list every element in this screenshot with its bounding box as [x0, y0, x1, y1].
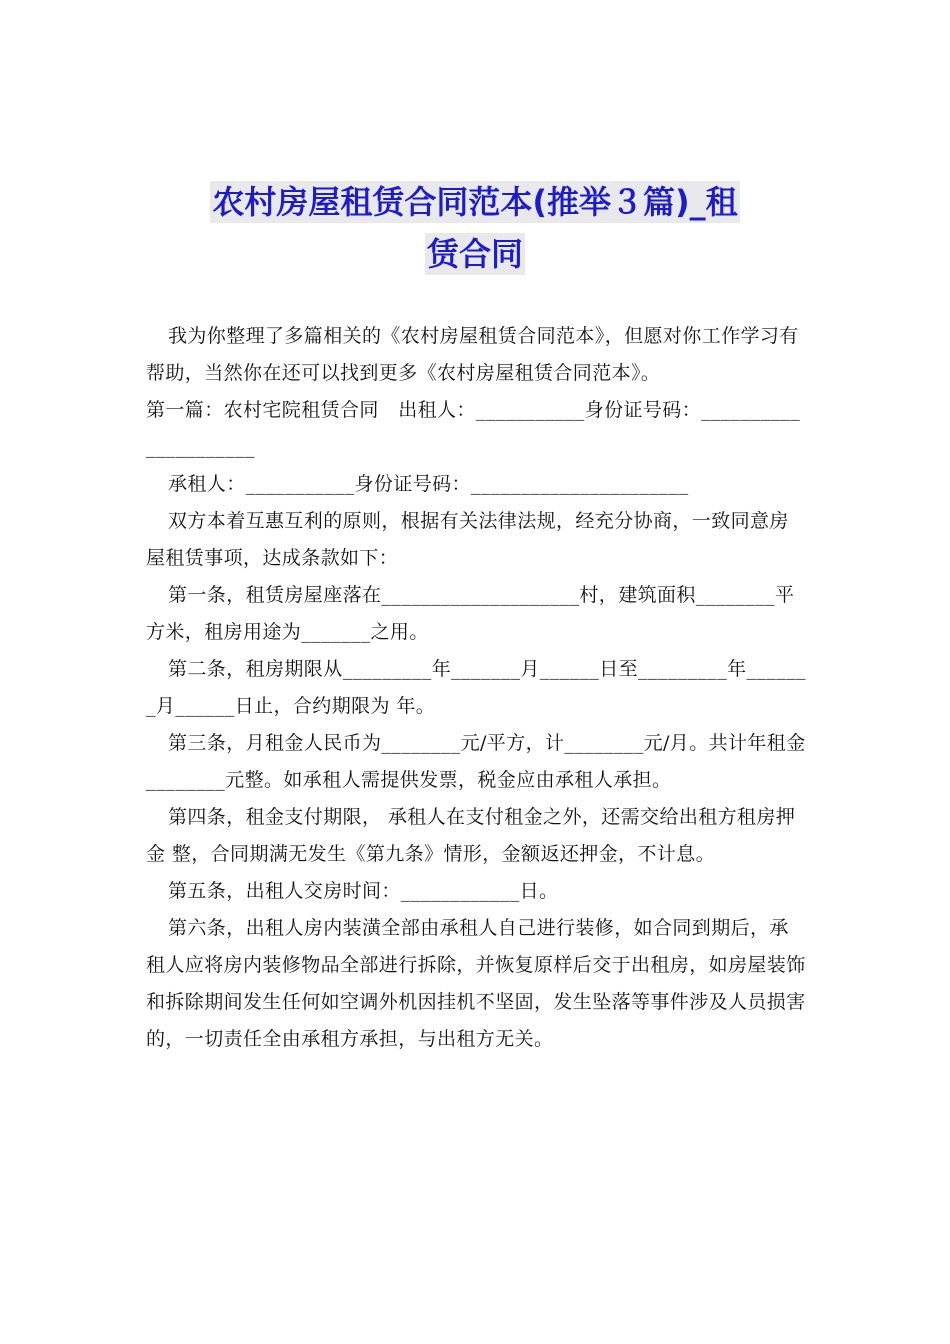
section-heading-paragraph: 第一篇：农村宅院租赁合同 出租人：___________身份证号码：_____________________ [146, 399, 801, 458]
clause-6-paragraph: 第六条，出租人房内装潢全部由承租人自己进行装修，如合同到期后，承租人应将房内装修物品全部进行拆除，并恢复原样后交于出租房，如房屋装饰和拆除期间发生任何如空调外机因挂机不坚固，发生坠落等事件涉及人员损害的，一切责任全由承租方承担，与出租方无关。 [146, 917, 806, 1050]
clause-5-paragraph: 第五条，出租人交房时间：____________日。 [168, 880, 559, 902]
preamble-paragraph: 双方本着互惠互利的原则，根据有关法律法规，经充分协商，一致同意房屋租赁事项，达成条款如下： [146, 510, 789, 569]
clause-4-paragraph: 第四条，租金支付期限， 承租人在支付租金之外，还需交给出租方租房押金 整，合同期满无发生《第九条》情形，金额返还押金，不计息。 [146, 806, 796, 865]
intro-paragraph: 我为你整理了多篇相关的《农村房屋租赁合同范本》，但愿对你工作学习有帮助，当然你在还可以找到更多《农村房屋租赁合同范本》。 [146, 325, 799, 384]
document-title [145, 176, 805, 280]
clause-1-paragraph: 第一条，租赁房屋座落在____________________村，建筑面积________平方米，租房用途为_______之用。 [146, 584, 795, 643]
title-line-2: 赁合同 [426, 235, 523, 273]
clause-2-paragraph: 第二条，租房期限从_________年_______月______日至_________年_______月______日止，合约期限为 年。 [146, 658, 806, 717]
clause-3-paragraph: 第三条，月租金人民币为________元/平方，计________元/月。共计年租金________元整。如承租人需提供发票，税金应由承租人承担。 [146, 732, 806, 791]
document-body [146, 318, 808, 1058]
title-line-1: 农村房屋租赁合同范本(推举３篇)_租 [212, 183, 738, 221]
lessee-paragraph: 承租人：___________身份证号码：______________________ [168, 473, 689, 495]
